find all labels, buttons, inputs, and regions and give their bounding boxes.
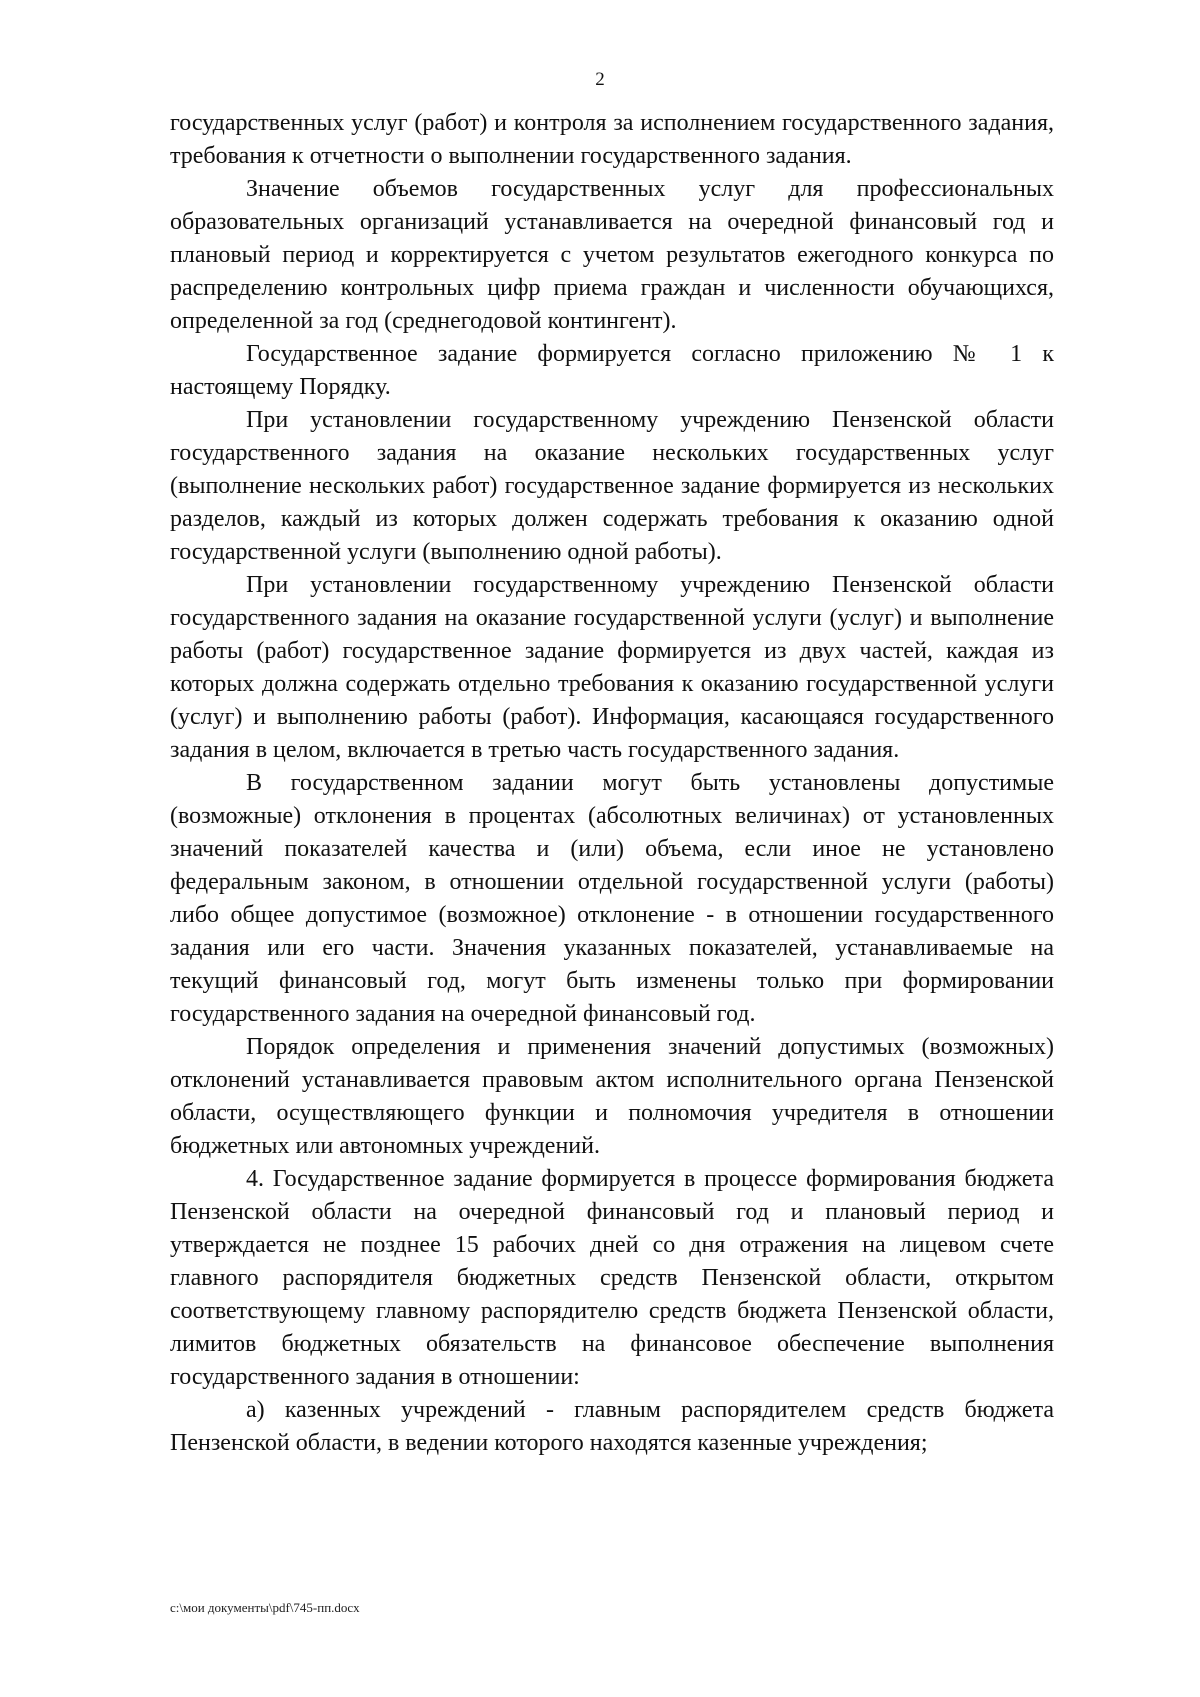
paragraph-item-4a: а) казенных учреждений - главным распорядителем средств бюджета Пензенской области, в ведении которого находятся казенные учреждения; bbox=[170, 1397, 1054, 1456]
page-number: 2 bbox=[595, 69, 605, 90]
footer-file-path: c:\мои документы\pdf\745-пп.docx bbox=[170, 1600, 360, 1615]
paragraph-volume-values: Значение объемов государственных услуг для профессиональных образовательных организаций устанавливается на очередной финансовый год и плановый период и корректируется с учетом результатов ежегодного конкурса по распределению контрольных цифр приема граждан и численности обучающихся, определенной за год (среднегодовой контингент). bbox=[170, 176, 1054, 334]
document-body bbox=[170, 107, 1054, 1460]
paragraph-services-and-works: При установлении государственному учреждению Пензенской области государственного задания на оказание государственной услуги (услуг) и выполнение работы (работ) государственное задание формируется из двух частей, каждая из которых должна содержать отдельно требования к оказанию государственной услуги (услуг) и выполнению работы (работ). Информация, касающаяся государственного задания в целом, включается в третью часть государственного задания. bbox=[170, 572, 1054, 763]
paragraph-deviation-procedure: Порядок определения и применения значений допустимых (возможных) отклонений устанавливается правовым актом исполнительного органа Пензенской области, осуществляющего функции и полномочия учредителя в отношении бюджетных или автономных учреждений. bbox=[170, 1034, 1054, 1159]
paragraph-appendix-ref: Государственное задание формируется согласно приложению № 1 к настоящему Порядку. bbox=[170, 341, 1054, 400]
paragraph-deviations: В государственном задании могут быть установлены допустимые (возможные) отклонения в процентах (абсолютных величинах) от установленных значений показателей качества и (или) объема, если иное не установлено федеральным законом, в отношении отдельной государственной услуги (работы) либо общее допустимое (возможное) отклонение - в отношении государственного задания или его части. Значения указанных показателей, устанавливаемые на текущий финансовый год, могут быть изменены только при формировании государственного задания на очередной финансовый год. bbox=[170, 770, 1054, 1027]
paragraph-continuation: государственных услуг (работ) и контроля за исполнением государственного задания, требования к отчетности о выполнении государственного задания. bbox=[170, 110, 1054, 169]
paragraph-item-4: 4. Государственное задание формируется в процессе формирования бюджета Пензенской области на очередной финансовый год и плановый период и утверждается не позднее 15 рабочих дней со дня отражения на лицевом счете главного распорядителя бюджетных средств Пензенской области, открытом соответствующему главному распорядителю средств бюджета Пензенской области, лимитов бюджетных обязательств на финансовое обеспечение выполнения государственного задания в отношении: bbox=[170, 1166, 1054, 1390]
paragraph-multiple-services: При установлении государственному учреждению Пензенской области государственного задания на оказание нескольких государственных услуг (выполнение нескольких работ) государственное задание формируется из нескольких разделов, каждый из которых должен содержать требования к оказанию одной государственной услуги (выполнению одной работы). bbox=[170, 407, 1054, 565]
